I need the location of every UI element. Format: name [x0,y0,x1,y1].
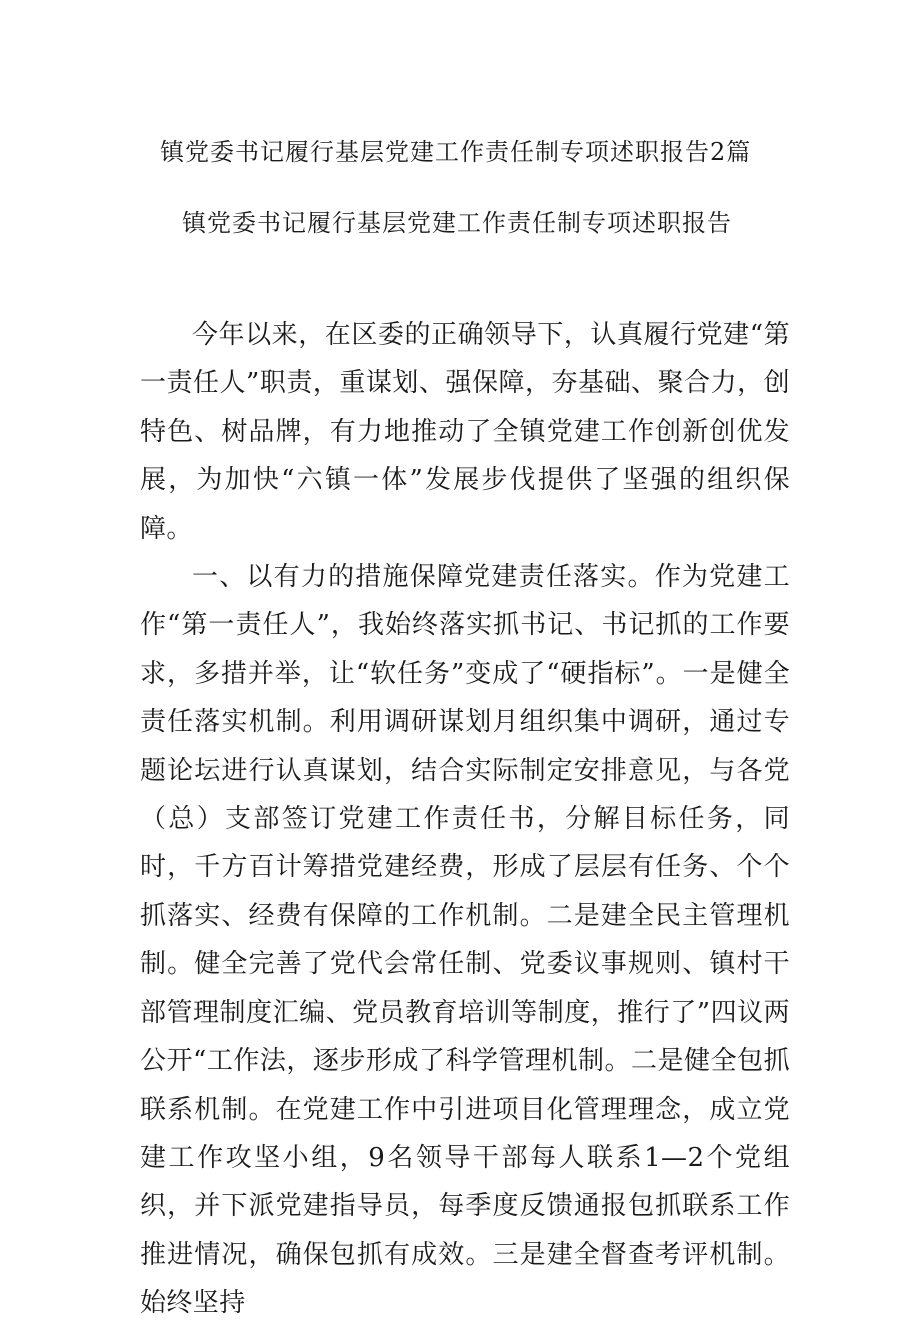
document-body [140,311,790,1328]
paragraph-section-one: 一、以有力的措施保障党建责任落实。作为党建工作“第一责任人”，我始终落实抓书记、书记抓的工作要求，多措并举，让“软任务”变成了“硬指标”。一是健全责任落实机制。利用调研谋划月组织集中调研，通过专题论坛进行认真谋划，结合实际制定安排意见，与各党（总）支部签订党建工作责任书，分解目标任务，同时，千方百计筹措党建经费，形成了层层有任务、个个抓落实、经费有保障的工作机制。二是建全民主管理机制。健全完善了党代会常任制、党委议事规则、镇村干部管理制度汇编、党员教育培训等制度，推行了”四议两公开“工作法，逐步形成了科学管理机制。二是健全包抓联系机制。在党建工作中引进项目化管理理念，成立党建工作攻坚小组，9名领导干部每人联系1—2个党组织，并下派党建指导员，每季度反馈通报包抓联系工作推进情况，确保包抓有成效。三是建全督查考评机制。始终坚持 [140,562,790,1319]
document-subtitle: 镇党委书记履行基层党建工作责任制专项述职报告 [182,209,732,237]
paragraph-intro: 今年以来，在区委的正确领导下，认真履行党建“第一责任人”职责，重谋划、强保障，夯基础、聚合力，创特色、树品牌，有力地推动了全镇党建工作创新创优发展，为加快“六镇一体”发展步伐提供了坚强的组织保障。 [140,320,790,544]
document-title: 镇党委书记履行基层党建工作责任制专项述职报告2篇 [160,138,752,166]
